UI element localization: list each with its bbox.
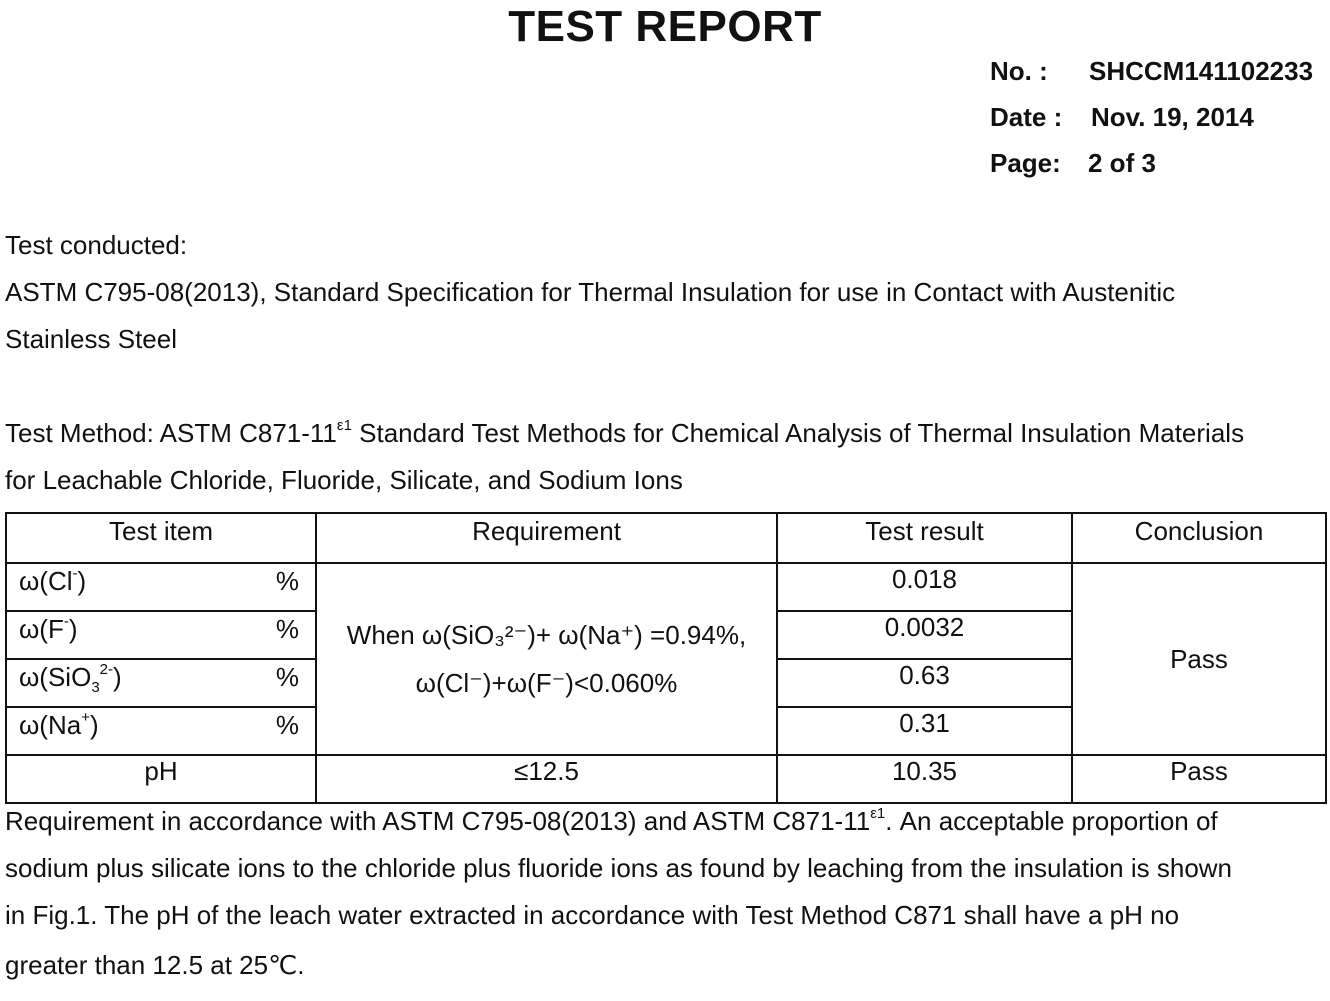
note-line-3: in Fig.1. The pH of the leach water extracted in accordance with Test Method C871 shall have a pH no — [5, 900, 1180, 930]
report-number — [990, 56, 1314, 87]
table-row — [6, 563, 1326, 611]
note-line-4: greater than 12.5 at 25℃. — [5, 950, 305, 980]
requirement-ph: ≤12.5 — [316, 755, 777, 803]
ions-conclusion: Pass — [1072, 563, 1326, 755]
requirement-line-2: ω(Cl⁻)+ω(F⁻)<0.060% — [415, 668, 678, 698]
test-conducted-standard: ASTM C795-08(2013), Standard Specification for Thermal Insulation for use in Contact with Austenitic — [5, 277, 1176, 307]
ions-requirement — [316, 563, 777, 755]
result-silicate: 0.63 — [777, 659, 1072, 707]
test-conducted-label: Test conducted: — [5, 230, 188, 260]
report-number-value: SHCCM141102233 — [1089, 56, 1314, 86]
note-line-2: sodium plus silicate ions to the chloride plus fluoride ions as found by leaching from the insulation is shown — [5, 853, 1233, 883]
table-header-row — [6, 513, 1326, 563]
table-row-ph — [6, 755, 1326, 803]
requirement-line-1: When ω(SiO₃²⁻)+ ω(Na⁺) =0.94%, — [346, 620, 747, 650]
report-date-label: Date : — [990, 102, 1063, 132]
report-page-label: Page: — [990, 148, 1061, 178]
test-item-ph: pH — [6, 755, 316, 803]
header-test-result: Test result — [777, 513, 1072, 563]
report-date — [990, 102, 1254, 133]
test-item-chloride: ω(Cl-) % — [6, 563, 316, 611]
header-test-item: Test item — [6, 513, 316, 563]
note-line-1: Requirement in accordance with ASTM C795-08(2013) and ASTM $C871-11^{\varepsilon 1}$. An acceptable proportion of — [5, 805, 1218, 836]
test-method-prefix: Test Method: ASTM C871-11 — [5, 418, 337, 448]
test-item-silicate: ω(SiO$_3^{2-}$) % — [6, 659, 316, 707]
test-method-epsilon: ε1 — [336, 417, 352, 434]
unit-label: % — [275, 662, 299, 692]
test-method — [5, 418, 1244, 449]
header-requirement: Requirement — [316, 513, 777, 563]
result-fluoride: 0.0032 — [777, 611, 1072, 659]
conclusion-ph: Pass — [1072, 755, 1326, 803]
result-chloride: 0.018 — [777, 563, 1072, 611]
note-epsilon: ε1 — [870, 805, 886, 822]
test-conducted-standard-cont: Stainless Steel — [5, 324, 177, 354]
report-title: TEST REPORT — [508, 2, 822, 51]
test-item-fluoride: ω(F-) % — [6, 611, 316, 659]
test-item-sodium: ω(Na+) % — [6, 707, 316, 755]
report-page — [990, 148, 1156, 179]
unit-label: % — [275, 614, 299, 644]
test-method-title: Standard Test Methods for Chemical Analysis of Thermal Insulation Materials — [351, 418, 1245, 448]
report-page-value: 2 of 3 — [1088, 148, 1156, 178]
report-date-value: Nov. 19, 2014 — [1091, 102, 1254, 132]
test-method-cont: for Leachable Chloride, Fluoride, Silicate, and Sodium Ions — [5, 465, 683, 495]
header-conclusion: Conclusion — [1072, 513, 1326, 563]
unit-label: % — [275, 710, 299, 740]
result-ph: 10.35 — [777, 755, 1072, 803]
results-table — [5, 512, 1327, 804]
result-sodium: 0.31 — [777, 707, 1072, 755]
unit-label: % — [275, 566, 299, 596]
report-number-label: No. : — [990, 56, 1048, 86]
